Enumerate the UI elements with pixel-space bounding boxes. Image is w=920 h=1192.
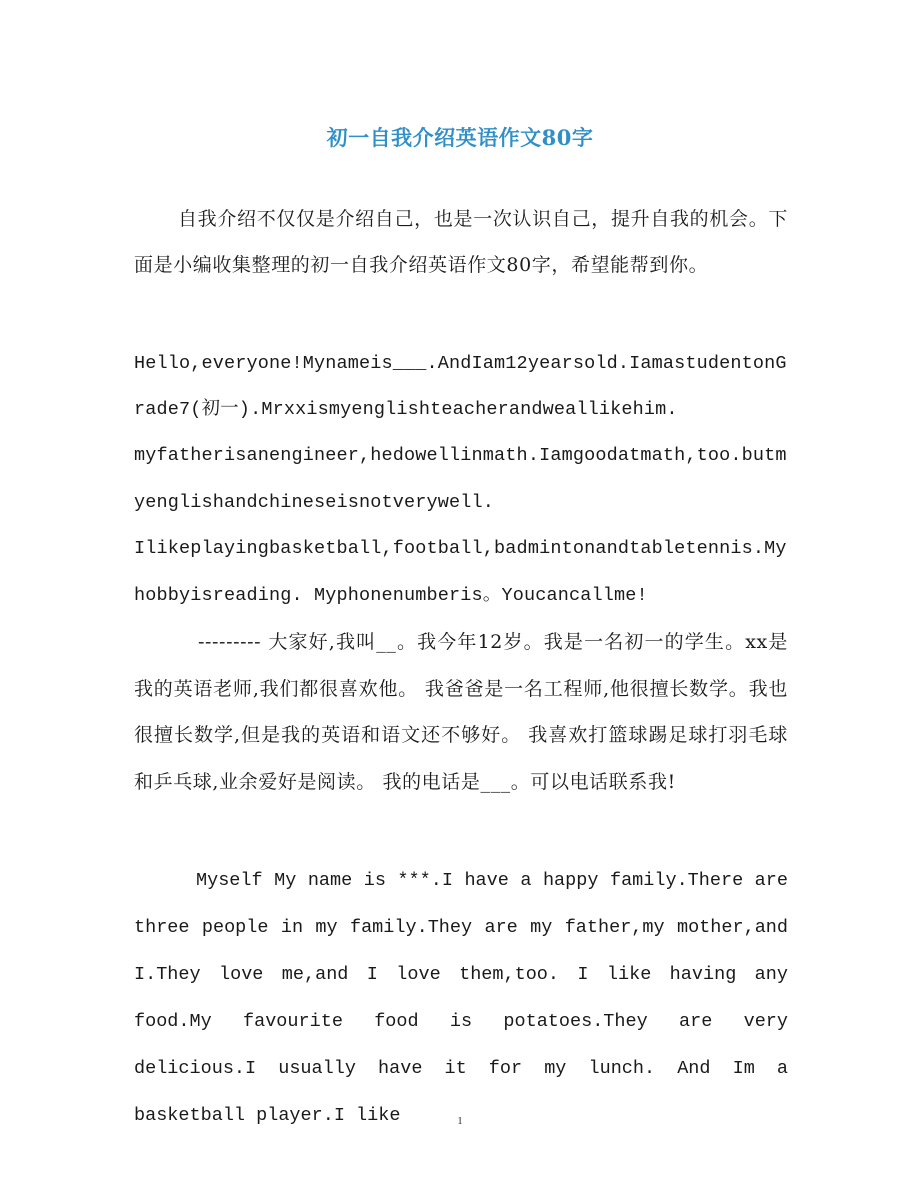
english-essay-2 <box>134 857 788 1139</box>
document-title: 初一自我介绍英语作文80字 <box>326 125 594 150</box>
page-number: 1 <box>457 1115 463 1127</box>
essay1-paragraph-3: Ilikeplayingbasketball,football,badmintonandtabletennis.Myhobbyisreading. Myphonenumberis。Youcancallme! <box>134 538 787 606</box>
english-essay-1 <box>134 341 788 619</box>
chinese-translation: --------- 大家好,我叫__。我今年12岁。我是一名初一的学生。xx是我的英语老师,我们都很喜欢他。 我爸爸是一名工程师,他很擅长数学。我也很擅长数学,但是我的英语和语文还不够好。 我喜欢打篮球踢足球打羽毛球和乒乓球,业余爱好是阅读。 我的电话是___。可以电话联系我! <box>134 631 788 793</box>
intro-block <box>134 196 788 288</box>
essay2-paragraph: Myself My name is ***.I have a happy family.There are three people in my family.They are my father,my mother,and I.They love me,and I love them,too. I like having any food.My favourite food is potatoes.They are very delicious.I usually have it for my lunch. And Im a basketball player.I like <box>134 870 788 1126</box>
essay1-paragraph-1: Hello,everyone!Mynameis___.AndIam12yearsold.IamastudentonGrade7(初一).Mrxxismyenglishteacherandweallikehim. <box>134 353 787 420</box>
intro-paragraph: 自我介绍不仅仅是介绍自己，也是一次认识自己，提升自我的机会。下面是小编收集整理的初一自我介绍英语作文80字，希望能帮到你。 <box>134 208 788 276</box>
essay1-paragraph-2: myfatherisanengineer,hedowellinmath.Iamgoodatmath,too.butmyenglishandchineseisnotverywell. <box>134 445 787 513</box>
chinese-translation-block <box>134 619 788 805</box>
